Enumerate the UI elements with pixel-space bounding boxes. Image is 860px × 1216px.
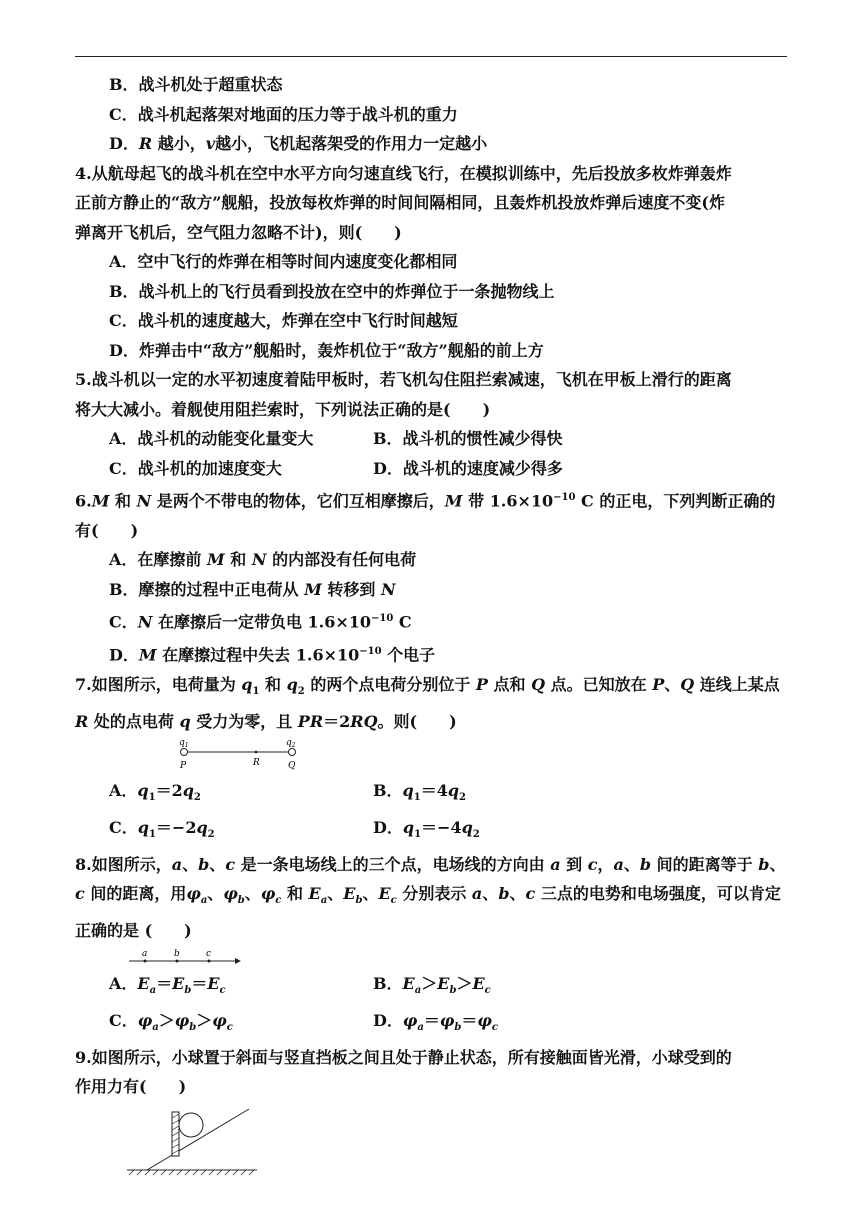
q8-var-phi: φ: [223, 884, 238, 904]
q8-var-phi: φ: [477, 1010, 492, 1030]
q8-option-d: [373, 1006, 498, 1043]
q3-option-d: [75, 129, 787, 159]
q6-var-n: N: [251, 550, 267, 570]
q3-option-d-mid: 越小，: [152, 134, 206, 153]
q8-sep: 、: [362, 884, 379, 904]
q7-var-pr: PR: [297, 711, 324, 731]
q7-var: q: [402, 781, 414, 801]
q6-option-d-text: 在摩擦过程中失去 1.6×10: [156, 645, 360, 665]
q7-option-a: [109, 776, 373, 813]
q6-option-c-text: C: [393, 612, 412, 632]
q7-option-a-label: A．: [109, 781, 138, 801]
q8-sep: 、: [509, 884, 526, 904]
q7-subscript: 1: [413, 792, 421, 804]
q8-subscript: a: [149, 985, 157, 997]
q6-option-c: [75, 604, 787, 637]
q8-subscript: a: [152, 1022, 159, 1034]
q9-ground-hatching: [129, 1170, 254, 1175]
q8-op: ＞: [196, 1010, 213, 1030]
q3-option-c: [75, 100, 787, 130]
q7-var: q: [137, 781, 149, 801]
q6-text: C 的正电，下列判断正确的: [575, 491, 776, 511]
q8-op: ＞: [158, 1010, 175, 1030]
q7-var-p: P: [652, 674, 665, 694]
q4-stem-line2: 正前方静止的“敌方”舰船，投放每枚炸弹的时间间隔相同，且轰炸机投放炸弹后速度不变(炸: [75, 193, 725, 212]
q7-subscript: 1: [252, 686, 260, 698]
q4-option-a: A．空中飞行的炸弹在相等时间内速度变化都相同: [109, 252, 458, 271]
q8-op: ＞: [456, 974, 473, 994]
q7-text: 的两个点电荷分别位于: [304, 674, 476, 694]
q3-option-d-label: D．: [109, 134, 139, 153]
q7-text: 处的点电荷: [88, 711, 180, 731]
q8-arrow-head: [235, 958, 241, 964]
q8-subscript: a: [320, 895, 328, 907]
q3-option-d-rest: 越小，飞机起落架受的作用力一定越小: [215, 134, 488, 153]
q8-var-b: b: [198, 854, 210, 874]
q7-var: q: [182, 781, 194, 801]
q8-var-c: c: [587, 854, 598, 874]
q8-sep: 、: [182, 854, 199, 874]
q7-label-q: Q: [288, 761, 296, 772]
q5-stem-line1: 5.战斗机以一定的水平初速度着陆甲板时，若飞机勾住阻拦索减速，飞机在甲板上滑行的距离: [75, 370, 732, 389]
q6-var-n: N: [137, 612, 153, 632]
q7-var: q: [461, 817, 473, 837]
q3-option-b: [75, 70, 787, 100]
q3-var-v: v: [205, 134, 216, 153]
q8-op: ＝: [423, 1010, 440, 1030]
q8-subscript: c: [491, 1022, 498, 1034]
q4-option-d: D．炸弹击中“敌方”舰船时，轰炸机位于“敌方”舰船的前上方: [109, 340, 544, 360]
q8-option-a-label: A．: [109, 974, 138, 994]
q5-option-b: B．战斗机的惯性减少得快: [373, 429, 563, 448]
q7-var: q: [137, 817, 149, 837]
header-rule: [75, 56, 787, 57]
q5-option-a: A．战斗机的动能变化量变大: [109, 429, 314, 448]
q7-option-c: [109, 813, 373, 850]
q6-exponent: −10: [553, 492, 576, 503]
q5-option-d: D．战斗机的速度减少得多: [373, 458, 563, 478]
q6-option-d-text: D．: [109, 645, 139, 665]
q7-charge-q-circle: [289, 749, 296, 756]
q4-stem-line3: 弹离开飞机后，空气阻力忽略不计)，则( ): [75, 222, 402, 242]
q7-text: 点。已知放在: [545, 674, 653, 694]
q7-stem-line2: [75, 707, 787, 737]
q8-subscript: b: [189, 1022, 197, 1034]
q6-var-m: M: [207, 550, 225, 570]
q7-label-p: P: [180, 761, 187, 772]
q7-var-p: P: [475, 674, 488, 694]
q6-option-b-text: 转移到: [321, 579, 381, 599]
q7-option-d-label: D．: [373, 817, 403, 837]
q7-var-q2: q: [286, 674, 298, 694]
q8-var-b: b: [639, 854, 652, 874]
q7-subscript: 2: [193, 792, 201, 804]
q7-op: ＝−2: [155, 817, 197, 837]
q8-sep: 、: [244, 884, 261, 904]
q8-var-e: E: [207, 974, 220, 994]
q6-exponent: −10: [371, 613, 394, 625]
q6-option-c-text: 在摩擦后一定带负电 1.6×10: [152, 612, 372, 632]
q8-var-a: a: [550, 854, 561, 874]
q7-option-d: [373, 813, 480, 850]
q9-ball: [179, 1113, 203, 1137]
q6-stem-line1: [75, 483, 787, 516]
q7-label-q1: $q_1$: [179, 738, 189, 750]
q8-sep: 、: [482, 884, 499, 904]
q7-charge-line-diagram: [175, 738, 315, 774]
q7-label-r: R: [253, 758, 260, 769]
q7-text: 。则( ): [377, 711, 457, 731]
q7-option-b: [373, 776, 466, 813]
q8-subscript: b: [355, 895, 363, 907]
q6-text: 和: [109, 491, 137, 511]
q6-text: 带 1.6×10: [462, 491, 554, 511]
q8-var-b: b: [758, 854, 770, 874]
q8-var-phi: φ: [212, 1010, 227, 1030]
q8-text: 和: [281, 884, 309, 904]
q8-subscript: b: [237, 895, 245, 907]
q8-subscript: b: [454, 1022, 462, 1034]
q7-var-q-charge: q: [179, 711, 191, 731]
q7-subscript: 2: [472, 829, 480, 841]
q8-text: 间的距离，用: [84, 884, 187, 904]
q8-var-e: E: [137, 974, 150, 994]
q8-stem-line3: 正确的是 ( ): [75, 920, 192, 940]
q6-option-c-text: C．: [109, 612, 138, 632]
q8-subscript: a: [200, 895, 208, 907]
q6-var-m: M: [304, 579, 322, 599]
q8-options-row2: [75, 1006, 787, 1043]
q7-var: q: [402, 817, 415, 837]
q8-subscript: a: [417, 1022, 424, 1034]
q8-var-phi: φ: [260, 884, 276, 904]
q8-var-phi: φ: [174, 1010, 190, 1030]
q8-options-row1: [75, 969, 787, 1006]
q5-option-c: C．战斗机的加速度变大: [109, 458, 282, 478]
q8-op: ＝: [461, 1010, 478, 1030]
q8-var-a: a: [471, 884, 483, 904]
q6-var-m: M: [91, 491, 110, 511]
q7-var: q: [196, 817, 208, 837]
q8-var-phi: φ: [402, 1010, 418, 1030]
q8-option-d-label: D．: [373, 1010, 403, 1030]
q8-subscript: c: [484, 985, 491, 997]
q8-var-e: E: [308, 884, 321, 904]
q6-var-m: M: [444, 491, 463, 511]
q8-option-b: [373, 969, 491, 1006]
q8-var-a: a: [171, 854, 183, 874]
q6-var-n: N: [380, 579, 396, 599]
q7-options-row2: [75, 813, 787, 850]
q8-text: ，: [597, 854, 614, 874]
q8-stem-line2: [75, 879, 787, 916]
q8-var-phi: φ: [186, 884, 201, 904]
q7-subscript: 1: [148, 792, 156, 804]
q8-var-phi: φ: [137, 1010, 153, 1030]
q7-subscript: 1: [414, 829, 422, 841]
q7-var-rq: RQ: [350, 711, 378, 731]
q6-option-a-text: A．在摩擦前: [109, 550, 207, 570]
q6-exponent: −10: [359, 646, 382, 658]
q8-var-c: c: [225, 854, 236, 874]
q7-subscript: 2: [297, 686, 305, 698]
q7-option-b-label: B．: [373, 781, 403, 801]
q6-option-b-text: B．摩擦的过程中正电荷从: [109, 579, 305, 599]
q6-option-d-text: 个电子: [381, 645, 436, 665]
exam-page: [75, 70, 787, 1178]
q8-option-c: [109, 1006, 373, 1043]
q6-number: 6.: [75, 491, 92, 511]
q6-option-d: [75, 637, 787, 670]
q8-text: 分别表示: [396, 884, 472, 904]
q8-label-c: c: [206, 949, 212, 960]
q8-var-e: E: [437, 974, 450, 994]
q3-option-c-text: C．战斗机起落架对地面的压力等于战斗机的重力: [109, 104, 458, 124]
q5-stem-line2: 将大大减小。着舰使用阻拦索时，下列说法正确的是( ): [75, 399, 491, 419]
q8-var-c: c: [75, 884, 85, 904]
q8-stem-line1: [75, 850, 787, 880]
q9-stem-line2: 作用力有( ): [75, 1077, 187, 1097]
q6-var-m: M: [138, 645, 157, 665]
q8-text: 到: [560, 854, 588, 874]
q7-text: ＝2: [323, 711, 351, 731]
q4-option-b: B．战斗机上的飞行员看到投放在空中的炸弹位于一条抛物线上: [109, 281, 555, 301]
q7-stem-line1: [75, 670, 787, 707]
q8-point-c: [208, 960, 211, 963]
q8-subscript: c: [275, 895, 282, 907]
q8-label-b: b: [174, 949, 180, 960]
q7-text: 点和: [487, 674, 532, 694]
q8-sep: 、: [623, 854, 640, 874]
q6-option-a-text: 的内部没有任何电荷: [266, 550, 417, 570]
q8-var-e: E: [172, 974, 185, 994]
q7-op: ＝−4: [421, 817, 462, 837]
q7-option-c-label: C．: [109, 817, 138, 837]
q8-subscript: b: [184, 985, 192, 997]
q6-var-n: N: [136, 491, 152, 511]
q8-var-b: b: [498, 884, 510, 904]
q3-option-b-text: B．战斗机处于超重状态: [109, 75, 283, 94]
q8-subscript: c: [390, 895, 397, 907]
q8-var-e: E: [343, 884, 356, 904]
q8-text: 8.如图所示，: [75, 854, 172, 874]
q6-text: 是两个不带电的物体，它们互相摩擦后，: [151, 491, 445, 511]
q7-text: 、: [664, 674, 681, 694]
q8-var-e: E: [472, 974, 485, 994]
q7-text: 和: [259, 674, 287, 694]
q7-point-r: [255, 751, 258, 754]
q3-var-r: R: [138, 134, 153, 153]
q7-subscript: 2: [207, 829, 215, 841]
q7-label-q2: $q_2$: [286, 738, 296, 750]
q4-stem-line1: 4.从航母起飞的战斗机在空中水平方向匀速直线飞行，在模拟训练中，先后投放多枚炸弹轰炸: [75, 163, 732, 183]
q8-op: ＞: [421, 974, 438, 994]
q8-subscript: c: [219, 985, 226, 997]
q8-sep: 、: [769, 854, 786, 874]
q9-incline-ball-diagram: [127, 1104, 267, 1176]
q8-option-b-label: B．: [373, 974, 403, 994]
q7-var-q1: q: [241, 674, 253, 694]
q8-point-a: [144, 960, 147, 963]
q8-op: ＝: [191, 974, 208, 994]
q8-option-c-label: C．: [109, 1010, 138, 1030]
q8-var-e: E: [402, 974, 415, 994]
q8-op: ＝: [156, 974, 173, 994]
q7-text: 受力为零，且: [190, 711, 298, 731]
q7-options-row1: [75, 776, 787, 813]
q7-op: ＝4: [420, 781, 448, 801]
q8-var-e: E: [378, 884, 391, 904]
q8-sep: 、: [207, 884, 224, 904]
q4-option-c: C．战斗机的速度越大，炸弹在空中飞行时间越短: [109, 311, 458, 330]
q8-point-b: [176, 960, 179, 963]
q8-text: 间的距离等于: [651, 854, 759, 874]
q7-charge-p-circle: [181, 749, 188, 756]
q7-subscript: 1: [148, 829, 156, 841]
q8-var-c: c: [525, 884, 536, 904]
q7-op: ＝2: [155, 781, 183, 801]
q6-option-a-text: 和: [224, 550, 252, 570]
q9-stem-line1: 9.如图所示，小球置于斜面与竖直挡板之间且处于静止状态，所有接触面皆光滑，小球受到的: [75, 1047, 732, 1067]
q8-field-line-diagram: [127, 947, 247, 967]
q7-var-q: Q: [680, 674, 695, 694]
q8-var-a: a: [613, 854, 624, 874]
q8-option-a: [109, 969, 373, 1006]
q8-var-phi: φ: [439, 1010, 455, 1030]
q6-stem-line2: 有( ): [75, 520, 139, 540]
q8-subscript: a: [414, 985, 422, 997]
q8-text: 三点的电势和电场强度，可以肯定: [535, 884, 781, 904]
q6-option-a: [75, 545, 787, 575]
q8-sep: 、: [209, 854, 226, 874]
q8-subscript: b: [449, 985, 457, 997]
q7-subscript: 2: [459, 792, 466, 804]
q8-sep: 、: [327, 884, 344, 904]
q8-text: 是一条电场线上的三个点，电场线的方向由: [235, 854, 551, 874]
q8-subscript: c: [226, 1022, 233, 1034]
q7-text: 7.如图所示，电荷量为: [75, 674, 242, 694]
q8-label-a: a: [142, 949, 148, 960]
q6-option-b: [75, 575, 787, 605]
q5-options-row1: [75, 424, 787, 454]
q5-options-row2: [75, 454, 787, 484]
q7-text: 连线上某点: [694, 674, 780, 694]
q7-var-q: Q: [531, 674, 546, 694]
q7-var-r: R: [75, 711, 89, 731]
q7-var: q: [447, 781, 460, 801]
